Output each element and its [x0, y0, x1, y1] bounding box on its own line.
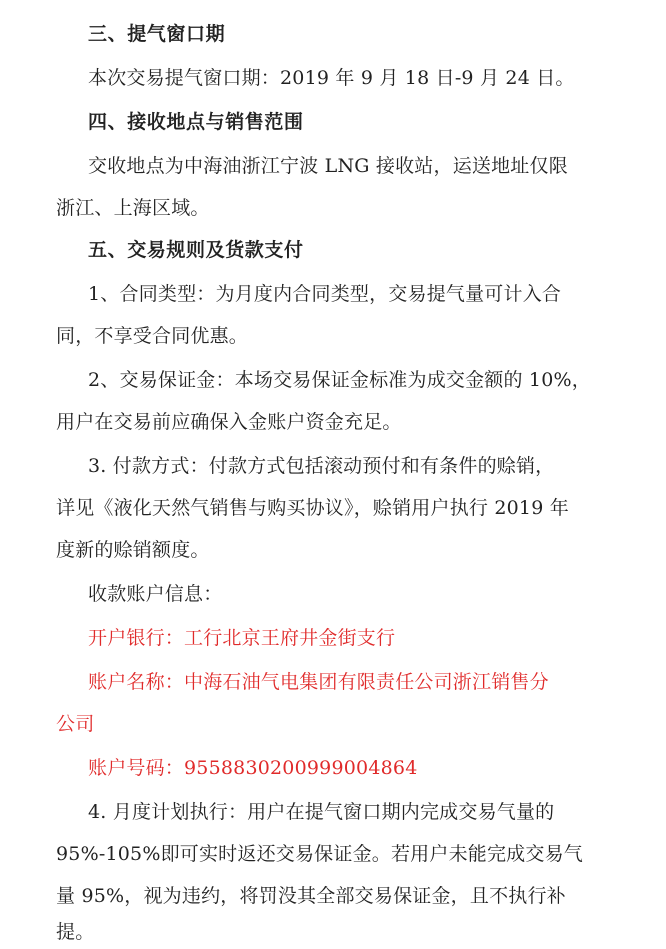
account-name-line-1: 账户名称：中海石油气电集团有限责任公司浙江销售分 — [88, 671, 549, 693]
section-4-text-line-1: 交收地点为中海油浙江宁波 LNG 接收站，运送地址仅限 — [88, 155, 568, 177]
rule-2-line-2: 用户在交易前应确保入金账户资金充足。 — [56, 411, 402, 433]
rule-3-line-3: 度新的赊销额度。 — [56, 539, 210, 561]
rule-3-line-1: 3. 付款方式：付款方式包括滚动预付和有条件的赊销， — [88, 455, 555, 477]
account-info-title: 收款账户信息： — [88, 583, 223, 605]
rule-2-line-1: 2、交易保证金：本场交易保证金标准为成交金额的 10%， — [88, 369, 591, 391]
section-3-text: 本次交易提气窗口期：2019 年 9 月 18 日-9 月 24 日。 — [88, 67, 575, 89]
rule-1-line-1: 1、合同类型：为月度内合同类型，交易提气量可计入合 — [88, 283, 562, 305]
section-4-title: 四、接收地点与销售范围 — [88, 111, 304, 133]
rule-4-line-1: 4. 月度计划执行：用户在提气窗口期内完成交易气量的 — [88, 801, 555, 823]
account-name-line-2: 公司 — [56, 713, 95, 735]
section-5-title: 五、交易规则及货款支付 — [88, 239, 304, 261]
account-number: 账户号码：9558830200999004864 — [88, 757, 418, 779]
rule-4-line-4: 提。 — [56, 921, 95, 943]
section-4-text-line-2: 浙江、上海区域。 — [56, 197, 210, 219]
rule-4-line-2: 95%-105%即可实时返还交易保证金。若用户未能完成交易气 — [56, 843, 583, 865]
rule-3-line-2: 详见《液化天然气销售与购买协议》，赊销用户执行 2019 年 — [56, 497, 569, 519]
section-3-title: 三、提气窗口期 — [88, 23, 226, 45]
bank-name: 开户银行：工行北京王府井金街支行 — [88, 627, 396, 649]
rule-1-line-2: 同，不享受合同优惠。 — [56, 325, 249, 347]
rule-4-line-3: 量 95%，视为违约，将罚没其全部交易保证金，且不执行补 — [56, 885, 566, 907]
